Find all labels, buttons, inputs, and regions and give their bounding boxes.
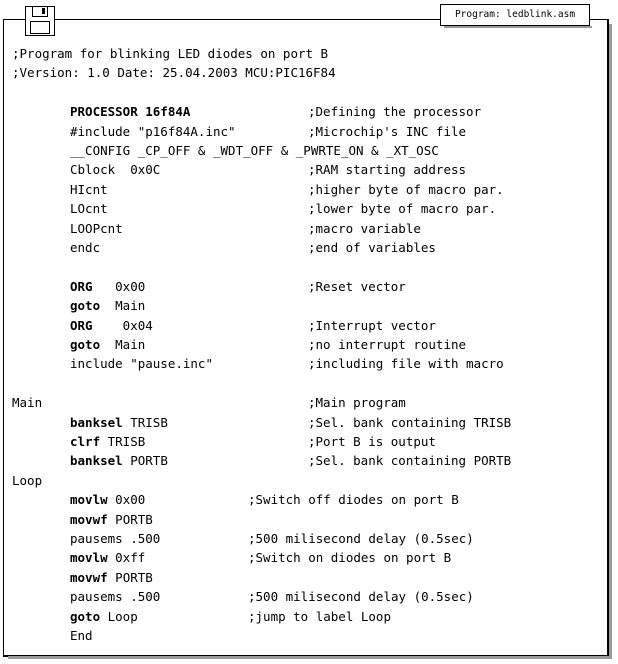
code-comment: ;higher byte of macro par. bbox=[308, 181, 504, 197]
code-keyword: movwf bbox=[70, 569, 108, 585]
code-comment: ;including file with macro bbox=[308, 356, 504, 372]
code-operand: 0x00 bbox=[92, 278, 146, 294]
code-operand: pausems .500 bbox=[70, 589, 161, 605]
code-operand: endc bbox=[70, 240, 101, 255]
code-instruction bbox=[70, 607, 138, 626]
code-operand: pausems .500 bbox=[70, 531, 161, 546]
code-operand: End bbox=[70, 628, 93, 643]
code-operand: TRISB bbox=[100, 434, 146, 449]
code-instruction bbox=[70, 238, 100, 257]
floppy-disk-icon bbox=[25, 6, 55, 36]
code-instruction bbox=[70, 529, 160, 548]
code-keyword: banksel bbox=[70, 414, 123, 430]
code-instruction bbox=[70, 568, 153, 587]
code-operand: LOOPcnt bbox=[70, 220, 123, 236]
code-instruction bbox=[70, 413, 168, 432]
code-instruction bbox=[70, 432, 145, 451]
code-operand: PORTB bbox=[122, 453, 168, 469]
code-instruction bbox=[70, 335, 145, 354]
code-comment: ;Microchip's INC file bbox=[308, 123, 467, 139]
code-operand: Loop bbox=[100, 608, 138, 624]
code-keyword: ORG bbox=[70, 317, 93, 333]
code-operand: PORTB bbox=[107, 511, 153, 527]
code-instruction bbox=[70, 296, 145, 315]
code-operand: Main bbox=[100, 337, 146, 352]
code-keyword: movlw bbox=[70, 492, 108, 508]
code-comment: ;jump to label Loop bbox=[248, 608, 391, 624]
code-comment: ;500 milisecond delay (0.5sec) bbox=[248, 589, 474, 605]
code-keyword: goto bbox=[70, 337, 101, 352]
code-comment: ;Switch off diodes on port B bbox=[248, 492, 459, 508]
code-instruction bbox=[70, 219, 123, 238]
code-instruction bbox=[70, 122, 236, 141]
code-instruction bbox=[70, 277, 145, 296]
file-name-label: Program: ledblink.asm bbox=[440, 4, 590, 26]
code-comment: ;500 milisecond delay (0.5sec) bbox=[248, 531, 474, 546]
code-operand: TRISB bbox=[122, 414, 168, 430]
code-comment: ;macro variable bbox=[308, 220, 421, 236]
code-operand: HIcnt bbox=[70, 181, 108, 197]
code-keyword: PROCESSOR 16f84A bbox=[70, 104, 191, 120]
code-keyword: movwf bbox=[70, 511, 108, 527]
code-keyword: goto bbox=[70, 608, 101, 624]
code-keyword: ORG bbox=[70, 278, 93, 294]
code-instruction bbox=[70, 587, 160, 606]
code-comment: ;Sel. bank containing PORTB bbox=[308, 453, 512, 469]
code-comment: ;Reset vector bbox=[308, 278, 406, 294]
code-instruction bbox=[70, 102, 190, 121]
code-instruction bbox=[70, 180, 108, 199]
code-instruction bbox=[70, 141, 439, 160]
code-label: Main bbox=[12, 395, 43, 411]
code-comment: ;Switch on diodes on port B bbox=[248, 550, 452, 566]
code-instruction bbox=[70, 490, 145, 509]
code-operand: #include "p16f84A.inc" bbox=[70, 123, 236, 139]
code-instruction bbox=[70, 451, 168, 470]
code-instruction bbox=[70, 354, 213, 373]
code-instruction bbox=[70, 510, 153, 529]
code-comment: ;Defining the processor bbox=[308, 104, 482, 120]
code-instruction bbox=[70, 626, 93, 645]
code-comment: ;Main program bbox=[308, 395, 406, 411]
comment-line: ;Program for blinking LED diodes on port B bbox=[12, 46, 329, 61]
code-operand: LOcnt bbox=[70, 201, 108, 217]
code-operand: Cblock 0x0C bbox=[70, 162, 161, 178]
code-keyword: goto bbox=[70, 298, 101, 314]
frame-shadow-right bbox=[609, 24, 612, 657]
code-comment: ;RAM starting address bbox=[308, 162, 467, 178]
code-comment: ;lower byte of macro par. bbox=[308, 201, 497, 217]
code-operand: 0x00 bbox=[107, 492, 146, 508]
code-comment: ;Interrupt vector bbox=[308, 317, 436, 333]
comment-line: ;Version: 1.0 Date: 25.04.2003 MCU:PIC16F84 bbox=[12, 65, 336, 81]
code-keyword: banksel bbox=[70, 453, 123, 469]
code-operand: include "pause.inc" bbox=[70, 356, 213, 372]
code-keyword: clrf bbox=[70, 434, 101, 449]
frame-shadow-bottom bbox=[8, 656, 612, 659]
code-operand: PORTB bbox=[107, 569, 153, 585]
code-operand: 0x04 bbox=[92, 317, 153, 333]
code-label: Loop bbox=[12, 472, 43, 488]
code-comment: ;Sel. bank containing TRISB bbox=[308, 414, 512, 430]
code-comment: ;no interrupt routine bbox=[308, 337, 467, 352]
code-instruction bbox=[70, 548, 145, 567]
code-operand: __CONFIG _CP_OFF & _WDT_OFF & _PWRTE_ON & _XT_OSC bbox=[70, 143, 439, 158]
code-instruction bbox=[70, 160, 160, 179]
code-instruction bbox=[70, 316, 153, 335]
code-operand: Main bbox=[100, 298, 146, 314]
code-comment: ;end of variables bbox=[308, 240, 436, 255]
code-instruction bbox=[70, 199, 108, 218]
code-operand: 0xff bbox=[107, 550, 146, 566]
code-keyword: movlw bbox=[70, 550, 108, 566]
code-comment: ;Port B is output bbox=[308, 434, 436, 449]
